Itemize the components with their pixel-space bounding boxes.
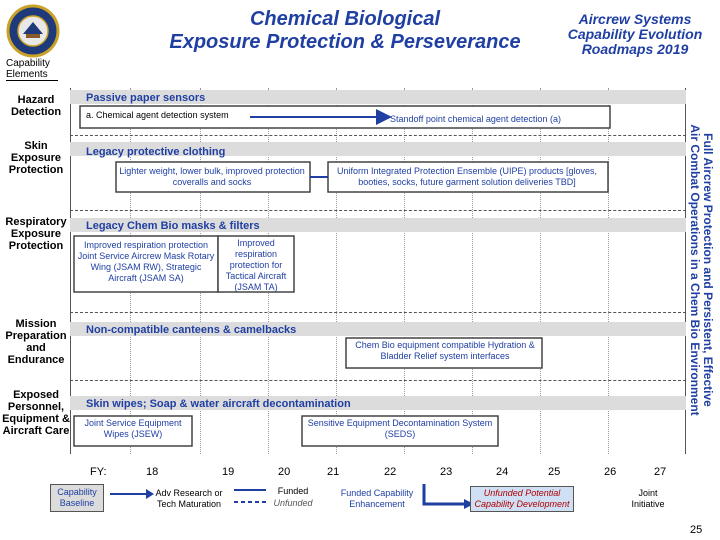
mission-item-a: Chem Bio equipment compatible Hydration & Bladder Relief system interfaces xyxy=(355,340,535,361)
hazard-baseline-label: Passive paper sensors xyxy=(86,92,206,104)
skin-item-a: Lighter weight, lower bulk, improved protection coveralls and socks xyxy=(119,166,305,187)
row-label-skin: Skin Exposure Protection xyxy=(8,140,64,176)
legend-enhancement: Funded Capability Enhancement xyxy=(340,488,414,509)
side-goal-line-1: Full Aircrew Protection and Persistent, Effective xyxy=(701,133,715,407)
fy-year: 24 xyxy=(496,466,509,478)
fy-year: 19 xyxy=(222,466,235,478)
navy-seal-logo xyxy=(6,4,60,58)
fy-year: 22 xyxy=(384,466,397,478)
skin-item-b: Uniform Integrated Protection Ensemble (UIPE) products [gloves, booties, socks, future garment solution deliveries TBD] xyxy=(336,166,598,187)
roadmap-title-line-3: Roadmaps 2019 xyxy=(581,41,689,57)
hazard-item-b: Standoff point chemical agent detection (a) xyxy=(390,114,561,124)
roadmap-title-line-1: Aircrew Systems xyxy=(578,11,692,27)
capability-elements-heading xyxy=(6,58,50,80)
legend-joint: Joint Initiative xyxy=(631,488,665,509)
row-label-exposed: Exposed Personnel, Equipment & Aircraft Care xyxy=(2,389,70,437)
page-number: 25 xyxy=(690,524,703,536)
fy-label: FY: xyxy=(90,466,107,478)
legend-funded-icon xyxy=(230,484,270,508)
legend-funded: Funded xyxy=(277,486,309,496)
legend-unfunded: Unfunded xyxy=(273,498,313,508)
exposed-item-b: Sensitive Equipment Decontamination System (SEDS) xyxy=(307,418,493,439)
row-label-hazard: Hazard Detection xyxy=(10,94,62,118)
fy-year: 18 xyxy=(146,466,159,478)
fy-year: 26 xyxy=(604,466,617,478)
fy-year: 27 xyxy=(654,466,667,478)
fy-year: 21 xyxy=(327,466,340,478)
hazard-item-a: a. Chemical agent detection system xyxy=(86,110,229,120)
fy-year: 20 xyxy=(278,466,291,478)
roadmap-title xyxy=(560,12,710,57)
legend-potential: Unfunded Potential Capability Development xyxy=(470,486,574,512)
roadmap-title-line-2: Capability Evolution xyxy=(567,26,703,42)
skin-baseline-label: Legacy protective clothing xyxy=(86,146,226,158)
heading-underline xyxy=(6,80,58,81)
title-line-2: Exposure Protection & Perseverance xyxy=(169,31,521,53)
row-label-resp: Respiratory Exposure Protection xyxy=(5,216,67,252)
exposed-baseline-label: Skin wipes; Soap & water aircraft decontamination xyxy=(86,398,351,410)
resp-item-a: Improved respiration protection Joint Service Aircrew Mask Rotary Wing (JSAM RW), Strategic Aircraft (JSAM SA) xyxy=(77,240,215,283)
fy-year: 25 xyxy=(548,466,561,478)
exposed-item-a: Joint Service Equipment Wipes (JSEW) xyxy=(84,418,182,439)
legend-baseline: Capability Baseline xyxy=(50,484,104,512)
capability-elements-label-1: Capability xyxy=(6,58,50,69)
row-label-mission: Mission Preparation and Endurance xyxy=(5,318,67,366)
page-title xyxy=(130,8,560,54)
side-goal-line-2: Air Combat Operations in a Chem Bio Environment xyxy=(688,124,702,416)
fy-year: 23 xyxy=(440,466,453,478)
resp-baseline-label: Legacy Chem Bio masks & filters xyxy=(86,220,260,232)
mission-baseline-label: Non-compatible canteens & camelbacks xyxy=(86,324,297,336)
resp-item-b: Improved respiration protection for Tactical Aircraft (JSAM TA) xyxy=(225,238,287,292)
legend-adv: Adv Research or Tech Maturation xyxy=(155,488,223,509)
capability-elements-label-2: Elements xyxy=(6,69,48,80)
title-line-1: Chemical Biological xyxy=(249,8,441,30)
